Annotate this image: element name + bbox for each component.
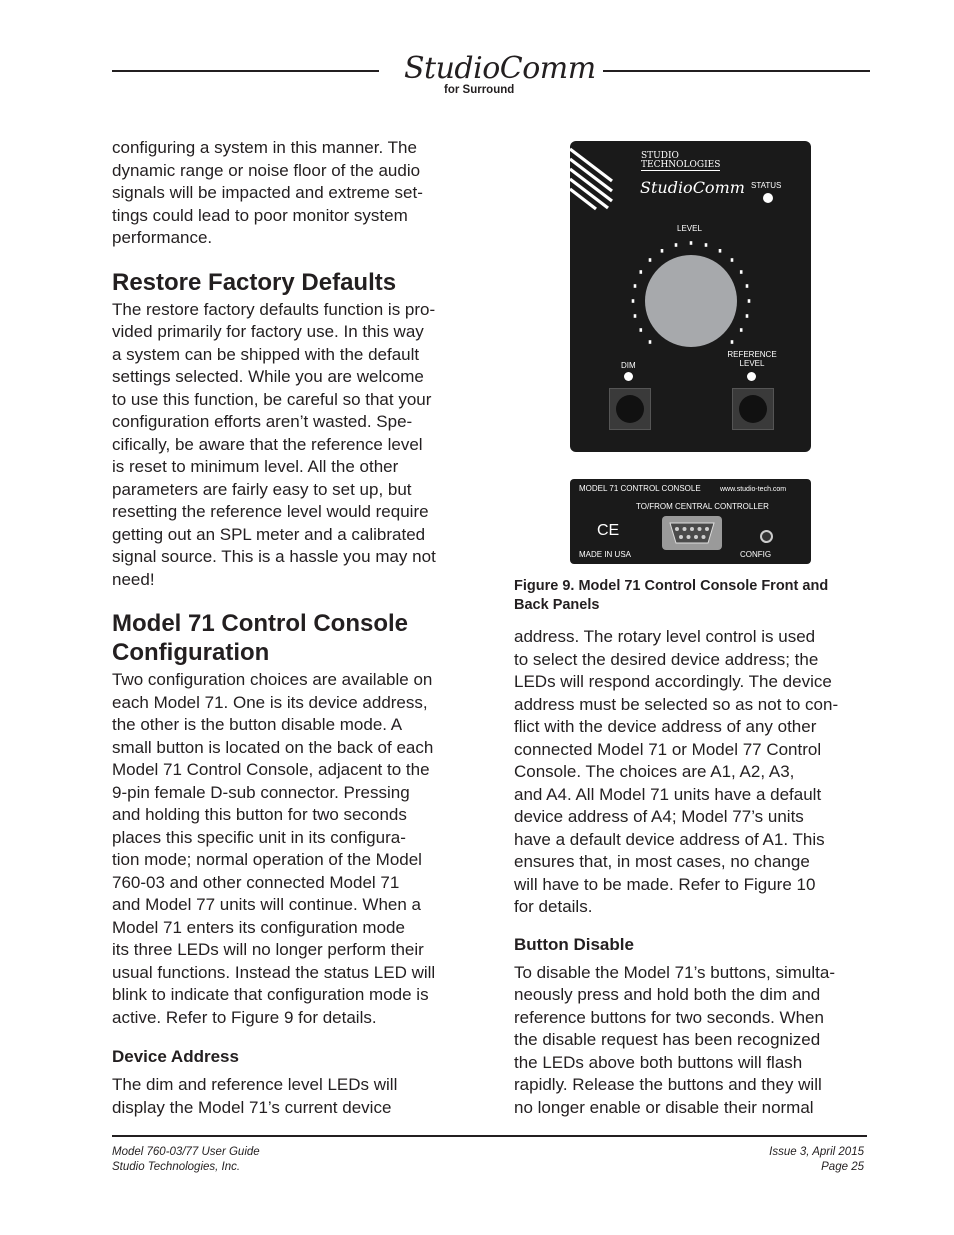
reference-level-led <box>747 372 756 381</box>
level-scale-tick <box>719 249 722 253</box>
dim-button[interactable] <box>609 388 651 430</box>
level-scale-tick <box>731 340 734 344</box>
level-knob[interactable] <box>645 255 737 347</box>
brand-studiocomm-script: StudioComm <box>640 178 745 197</box>
logo-script-text: StudioComm <box>404 51 596 86</box>
model71-paragraph: Two configuration choices are available on each Model 71. One is its device address, the other is the button disable mode. A small button is located on the back of each Model 71 Control Console, adjacent to the 9-pin female D-sub connector. Pressing and holding this button for two seconds places this specific unit in its configura- tion mode; normal operation of the Model 760-03 and other connected Model 71 and Model 77 units will continue. When a Model 71 enters its configuration mode its three LEDs will no longer perform their usual functions. Instead the status LED will blink to indicate that configuration mode is active. Refer to Figure 9 for details. <box>112 670 436 1027</box>
model71-back-panel <box>570 479 811 564</box>
reference-button-cap <box>739 395 767 423</box>
level-label: LEVEL <box>677 224 702 233</box>
made-in-usa-label: MADE IN USA <box>579 550 632 559</box>
dim-button-cap <box>616 395 644 423</box>
ce-mark: CE <box>597 522 620 539</box>
level-scale-tick <box>740 270 743 274</box>
level-scale-tick <box>649 258 652 262</box>
left-column <box>112 137 474 1119</box>
dim-led <box>624 372 633 381</box>
level-scale-tick <box>748 299 751 303</box>
back-connector-label: TO/FROM CENTRAL CONTROLLER <box>636 502 769 511</box>
level-scale-tick <box>746 284 749 288</box>
header-rule-right <box>603 70 870 72</box>
level-scale-tick <box>634 284 637 288</box>
level-scale-tick <box>746 314 749 318</box>
back-website-label: www.studio-tech.com <box>720 486 787 493</box>
back-model-label: MODEL 71 CONTROL CONSOLE <box>579 484 701 493</box>
right-column <box>514 626 876 1119</box>
status-label: STATUS <box>751 181 782 190</box>
level-scale-tick <box>640 270 643 274</box>
intro-paragraph: configuring a system in this manner. The dynamic range or noise floor of the audio signals will be impacted and extreme set- tings could lead to poor monitor system performance. <box>112 138 423 247</box>
reference-level-label: REFERENCE LEVEL <box>727 350 777 368</box>
model71-configuration-heading: Model 71 Control Console Configuration <box>112 610 409 666</box>
level-scale-tick <box>690 241 693 245</box>
footer-rule <box>112 1135 867 1137</box>
dsub-connector <box>662 516 722 550</box>
level-scale-tick <box>705 243 708 247</box>
button-disable-heading: Button Disable <box>514 934 634 954</box>
device-address-paragraph: The dim and reference level LEDs will display the Model 71’s current device <box>112 1075 398 1117</box>
restore-factory-defaults-heading: Restore Factory Defaults <box>112 268 397 296</box>
level-scale-tick <box>634 314 637 318</box>
restore-paragraph: The restore factory defaults function is pro- vided primarily for factory use. In this way a system can be shipped with the default settings selected. While you are welcome to use this function, be careful so that your configuration efforts aren’t wasted. Spe- cifically, be aware that the reference level is reset to minimum level. All the other parameters are fairly easy to set up, but resetting the reference level would require getting out an SPL meter and a calibrated signal source. This is a hassle you may not need! <box>112 299 436 589</box>
level-scale-tick <box>740 328 743 332</box>
dsub-pins <box>662 516 722 550</box>
level-scale-tick <box>731 258 734 262</box>
level-scale-tick <box>632 299 635 303</box>
reference-level-button[interactable] <box>732 388 774 430</box>
level-scale-tick <box>649 340 652 344</box>
level-scale-tick <box>661 249 664 253</box>
brand-studio-text: STUDIO <box>641 151 679 161</box>
header-rule-left <box>112 70 379 72</box>
config-button[interactable] <box>760 530 773 543</box>
level-scale-tick <box>640 328 643 332</box>
device-address-continued-paragraph: address. The rotary level control is used to select the desired device address; the LEDs will respond accordingly. The device address must be selected so as not to con- flict with the device address of any other connected Model 71 or Model 77 Control Console. The choices are A1, A2, A3, and A4. All Model 71 units have a default device address of A4; Model 77’s units have a default device address of A1. This ensures that, in most cases, no change will have to be made. Refer to Figure 10 for details. <box>514 627 839 916</box>
dim-label: DIM <box>621 361 636 370</box>
studiocomm-logo <box>404 51 596 98</box>
figure-caption: Figure 9. Model 71 Control Console Front and Back Panels <box>514 578 829 613</box>
level-scale-tick <box>675 243 678 247</box>
device-address-heading: Device Address <box>112 1047 239 1066</box>
model71-front-panel <box>570 141 811 452</box>
footer-right: Issue 3, April 2015 Page 25 <box>769 1146 864 1173</box>
brand-technologies-text: TECHNOLOGIES <box>641 160 721 170</box>
button-disable-paragraph: To disable the Model 71’s buttons, simulta- neously press and hold both the dim and reference buttons for two seconds. When the disable request has been recognized the LEDs above both buttons will flash rapidly. Release the buttons and they will no longer enable or disable their normal <box>514 962 835 1117</box>
footer-left: Model 760-03/77 User Guide Studio Technologies, Inc. <box>112 1146 260 1173</box>
config-label: CONFIG <box>740 550 772 559</box>
logo-subtitle: for Surround <box>444 84 515 96</box>
